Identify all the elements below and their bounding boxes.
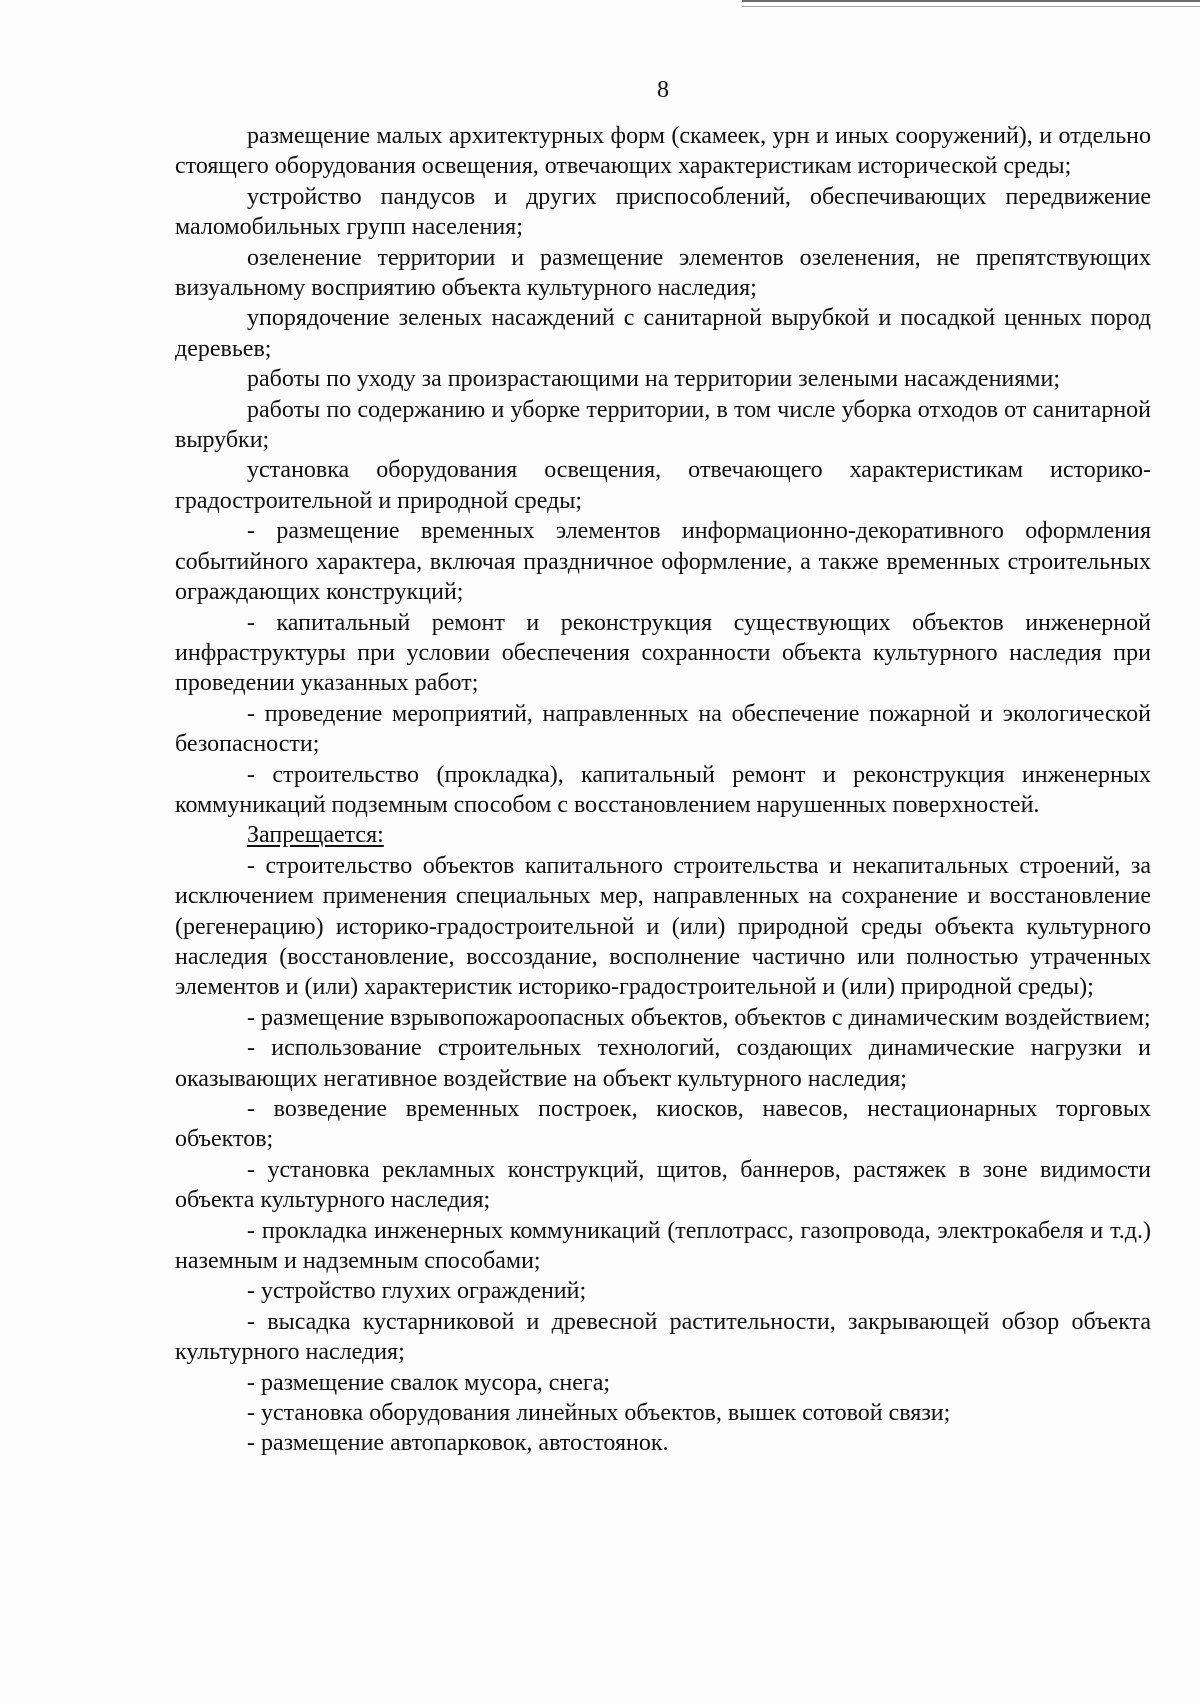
forbidden-heading: Запрещается: bbox=[247, 822, 384, 849]
forbidden-item: - использование строительных технологий, создающих динамические нагрузки и оказывающих негативное воздействие на объект культурного наследия; bbox=[175, 1035, 1151, 1092]
paragraph: озеленение территории и размещение элементов озеленения, не препятствующих визуальному восприятию объекта культурного наследия; bbox=[175, 244, 1151, 302]
forbidden-item: - установка оборудования линейных объектов, вышек сотовой связи; bbox=[247, 1400, 951, 1427]
paragraph: установка оборудования освещения, отвечающего характеристикам историко-градостроительной и природной среды; bbox=[175, 457, 1151, 514]
forbidden-item: - высадка кустарниковой и древесной растительности, закрывающей обзор объекта культурного наследия; bbox=[175, 1308, 1151, 1366]
paragraph: размещение малых архитектурных форм (скамеек, урн и иных сооружений), и отдельно стоящего оборудования освещения, отвечающих характеристикам исторической среды; bbox=[175, 123, 1151, 180]
top-border-line bbox=[742, 0, 1200, 7]
paragraph: - капитальный ремонт и реконструкция существующих объектов инженерной инфраструктуры при условии обеспечения сохранности объекта культурного наследия при проведении указанных работ; bbox=[175, 609, 1151, 697]
paragraph: упорядочение зеленых насаждений с санитарной вырубкой и посадкой ценных пород деревьев; bbox=[175, 305, 1151, 362]
paragraph: - размещение временных элементов информационно-декоративного оформления событийного характера, включая праздничное оформление, а также временных строительных ограждающих конструкций; bbox=[175, 518, 1151, 606]
forbidden-item: - строительство объектов капитального строительства и некапитальных строений, за исключением применения специальных мер, направленных на сохранение и восстановление (регенерацию) историко-градостроительной и (или) природной среды объекта культурного наследия (восстановление, воссоздание, восполнение частично или полностью утраченных элементов и (или) характеристик историко-градостроительной и (или) природной среды); bbox=[175, 852, 1151, 1001]
paragraph: - строительство (прокладка), капитальный ремонт и реконструкция инженерных коммуникаций подземным способом с восстановлением нарушенных поверхностей. bbox=[175, 761, 1151, 818]
paragraph: устройство пандусов и других приспособлений, обеспечивающих передвижение маломобильных групп населения; bbox=[175, 183, 1151, 241]
forbidden-heading-line bbox=[175, 820, 1151, 850]
paragraph: работы по содержанию и уборке территории, в том числе уборка отходов от санитарной вырубки; bbox=[175, 396, 1151, 454]
paragraph: работы по уходу за произрастающими на территории зелеными насаждениями; bbox=[247, 366, 1060, 393]
forbidden-item: - размещение взрывопожароопасных объектов, объектов с динамическим воздействием; bbox=[247, 1004, 1151, 1031]
forbidden-item: - размещение свалок мусора, снега; bbox=[247, 1369, 611, 1396]
document-body bbox=[175, 121, 1151, 1459]
paragraph: - проведение мероприятий, направленных на обеспечение пожарной и экологической безопасности; bbox=[175, 700, 1151, 758]
forbidden-item: - возведение временных построек, киосков, навесов, нестационарных торговых объектов; bbox=[175, 1096, 1151, 1153]
page-number: 8 bbox=[657, 77, 669, 103]
forbidden-item: - размещение автопарковок, автостоянок. bbox=[247, 1430, 669, 1457]
forbidden-item: - прокладка инженерных коммуникаций (теплотрасс, газопровода, электрокабеля и т.д.) наземным и надземным способами; bbox=[175, 1217, 1151, 1275]
forbidden-item: - устройство глухих ограждений; bbox=[247, 1278, 587, 1305]
forbidden-item: - установка рекламных конструкций, щитов, баннеров, растяжек в зоне видимости объекта культурного наследия; bbox=[175, 1156, 1151, 1214]
